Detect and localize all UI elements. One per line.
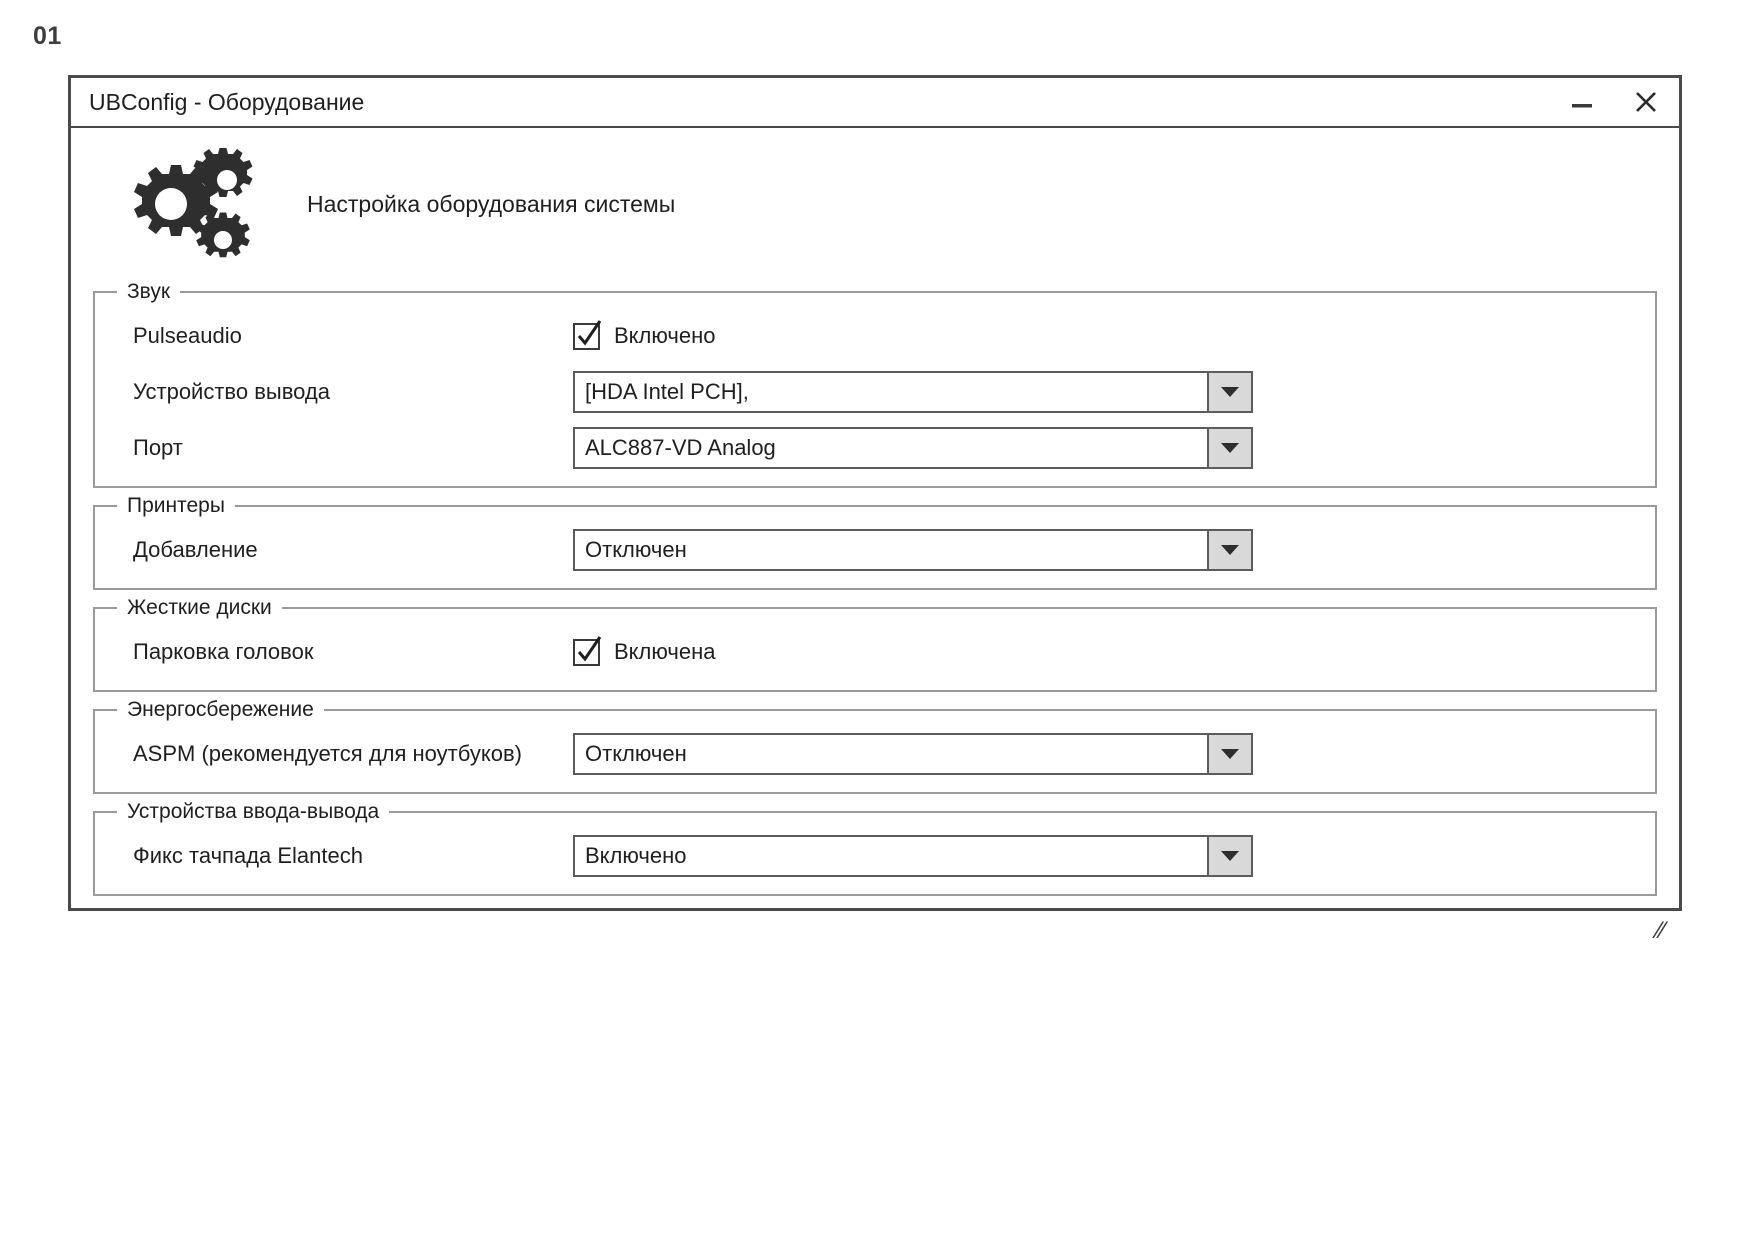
minimize-button[interactable]: [1567, 87, 1597, 117]
row-aspm-label: ASPM (рекомендуется для ноутбуков): [133, 741, 522, 766]
gears-icon: [117, 144, 253, 264]
group-powersaving-legend: Энергосбережение: [127, 698, 314, 721]
group-io-devices: [93, 800, 1657, 896]
row-elantech-fix-label: Фикс тачпада Elantech: [133, 843, 363, 868]
row-head-parking-label: Парковка головок: [133, 639, 314, 664]
chevron-down-icon[interactable]: [1207, 429, 1251, 467]
row-output-device-label: Устройство вывода: [133, 379, 330, 404]
elantech-fix-value: Включено: [585, 843, 687, 868]
elantech-fix-combobox[interactable]: [573, 835, 1253, 877]
chevron-down-icon[interactable]: [1207, 837, 1251, 875]
head-parking-checkbox[interactable]: [573, 639, 600, 666]
pulseaudio-checkbox-label: Включено: [614, 323, 716, 348]
check-icon: [573, 318, 605, 352]
row-head-parking: [95, 624, 1655, 680]
printer-add-combobox[interactable]: [573, 529, 1253, 571]
row-port-label: Порт: [133, 435, 183, 460]
group-powersaving: [93, 698, 1657, 794]
close-button[interactable]: [1631, 87, 1661, 117]
row-pulseaudio-label: Pulseaudio: [133, 323, 242, 348]
header-caption: Настройка оборудования системы: [307, 190, 676, 217]
chevron-down-icon[interactable]: [1207, 531, 1251, 569]
window-controls: [1567, 87, 1661, 117]
group-harddisks-legend: Жесткие диски: [127, 596, 272, 619]
group-printers-legend: Принтеры: [127, 494, 225, 517]
group-sound-legend: Звук: [127, 280, 171, 303]
group-io-devices-legend: Устройства ввода-вывода: [127, 800, 380, 823]
port-value: ALC887-VD Analog: [585, 435, 776, 460]
group-sound: [93, 280, 1657, 488]
group-printers: [93, 494, 1657, 590]
aspm-value: Отключен: [585, 741, 687, 766]
output-device-combobox[interactable]: [573, 371, 1253, 413]
ubconfig-window: [68, 75, 1682, 944]
resize-grip[interactable]: ⁄⁄: [1656, 917, 1665, 944]
head-parking-checkbox-wrap[interactable]: [573, 639, 715, 666]
page-index: 01: [33, 22, 62, 50]
window-titlebar: [71, 78, 1679, 128]
row-printer-add: [95, 522, 1655, 578]
row-output-device: [95, 364, 1655, 420]
printer-add-value: Отключен: [585, 537, 687, 562]
aspm-combobox[interactable]: [573, 733, 1253, 775]
chevron-down-icon[interactable]: [1207, 373, 1251, 411]
check-icon: [573, 634, 605, 668]
close-icon: [1633, 89, 1659, 115]
pulseaudio-checkbox-wrap[interactable]: [573, 323, 715, 350]
minimize-icon: [1569, 89, 1595, 115]
window-title: UBConfig - Оборудование: [89, 88, 365, 115]
row-elantech-fix: [95, 828, 1655, 884]
row-aspm: [95, 726, 1655, 782]
window-body: [71, 128, 1679, 956]
pulseaudio-checkbox[interactable]: [573, 323, 600, 350]
port-combobox[interactable]: [573, 427, 1253, 469]
output-device-value: [HDA Intel PCH],: [585, 379, 749, 404]
row-printer-add-label: Добавление: [133, 537, 258, 562]
window-statusbar: [71, 908, 1679, 956]
group-harddisks: [93, 596, 1657, 692]
header-row: [93, 128, 1657, 280]
row-pulseaudio: [95, 308, 1655, 364]
head-parking-checkbox-label: Включена: [614, 639, 716, 664]
row-port: [95, 420, 1655, 476]
chevron-down-icon[interactable]: [1207, 735, 1251, 773]
